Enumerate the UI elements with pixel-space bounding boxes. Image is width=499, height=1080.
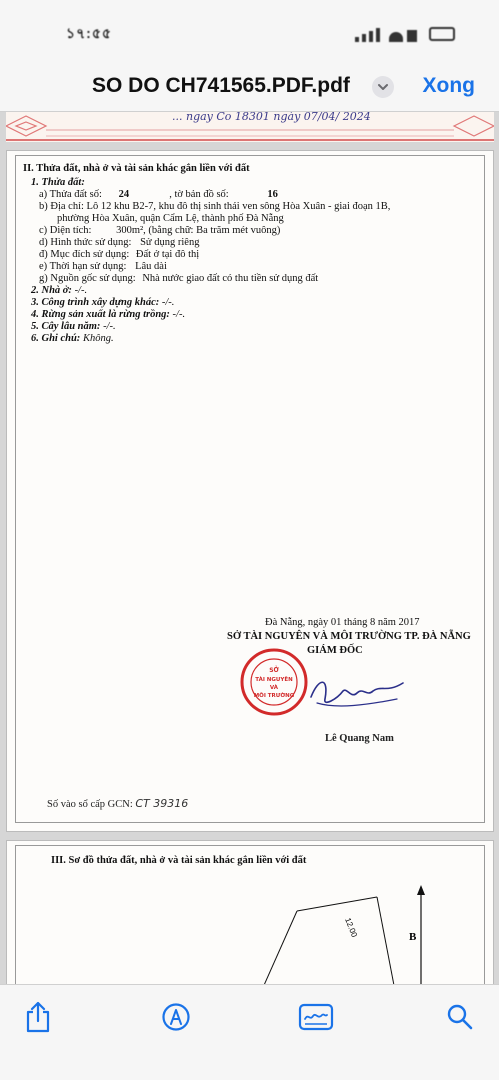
status-bar bbox=[0, 0, 499, 62]
place-date: Đà Nẵng, ngày 01 tháng 8 năm 2017 bbox=[265, 617, 420, 628]
title-menu-button[interactable] bbox=[372, 76, 394, 98]
signal-bar bbox=[362, 34, 366, 42]
signal-bar bbox=[376, 28, 380, 42]
signature-icon bbox=[298, 1003, 334, 1031]
house-row: 2. Nhà ở: -/-. bbox=[31, 285, 88, 296]
map-number: 16 bbox=[267, 189, 278, 200]
land-plot-label: 1. Thửa đất: bbox=[31, 177, 85, 188]
nav-bar bbox=[0, 62, 499, 112]
handwritten-signature bbox=[307, 669, 407, 719]
search-icon bbox=[446, 1003, 474, 1031]
svg-text:TÀI NGUYÊN: TÀI NGUYÊN bbox=[255, 677, 293, 683]
section-title-plot-diagram: III. Sơ đồ thửa đất, nhà ở và tài sản khác gắn liền với đất bbox=[51, 855, 307, 866]
origin: Nhà nước giao đất có thu tiền sử dụng đất bbox=[142, 273, 319, 284]
purpose: Đất ở tại đô thị bbox=[135, 249, 200, 260]
svg-text:MÔI TRƯỜNG: MÔI TRƯỜNG bbox=[253, 693, 295, 699]
signal-bar bbox=[369, 31, 373, 42]
usage-form: Sử dụng riêng bbox=[140, 237, 200, 248]
issuing-agency: SỞ TÀI NGUYÊN VÀ MÔI TRƯỜNG TP. ĐÀ NẴNG bbox=[227, 631, 471, 642]
usage-form-row: d) Hình thức sử dụng: Sử dụng riêng bbox=[39, 237, 200, 248]
markup-icon bbox=[161, 1002, 191, 1032]
perennial-trees-row: 5. Cây lâu năm: -/-. bbox=[31, 321, 116, 332]
area-row: c) Diện tích: 300m², (bằng chữ: Ba trăm mét vuông) bbox=[39, 225, 281, 236]
status-time: ১৭:৫৫ bbox=[66, 25, 113, 41]
director-title: GIÁM ĐỐC bbox=[307, 645, 363, 656]
certificate-content bbox=[23, 163, 483, 345]
signer-name: Lê Quang Nam bbox=[325, 733, 394, 744]
network-icon bbox=[407, 30, 417, 42]
battery-icon bbox=[429, 27, 455, 41]
share-icon bbox=[24, 1001, 52, 1033]
other-construction-row: 3. Công trình xây dựng khác: -/-. bbox=[31, 297, 175, 308]
plot-boundary bbox=[247, 891, 407, 984]
origin-row: g) Nguồn gốc sử dụng: Nhà nước giao đất có thu tiền sử dụng đất bbox=[39, 273, 319, 284]
gcn-value: CT 39316 bbox=[135, 797, 189, 810]
document-title[interactable]: SO DO CH741565.PDF.pdf bbox=[92, 74, 350, 97]
wifi-icon bbox=[389, 32, 403, 42]
svg-text:VÀ: VÀ bbox=[269, 685, 279, 691]
purpose-row: đ) Mục đích sử dụng: Đất ở tại đô thị bbox=[39, 249, 200, 260]
done-button[interactable]: Xong bbox=[422, 74, 475, 97]
forest-row: 4. Rừng sản xuất là rừng trồng: -/-. bbox=[31, 309, 186, 320]
previous-page-strip bbox=[6, 112, 494, 142]
pdf-page bbox=[6, 150, 494, 832]
area-value: 300m², (bằng chữ: Ba trăm mét vuông) bbox=[116, 225, 281, 236]
pdf-page-2 bbox=[6, 840, 494, 984]
plot-number-row: a) Thửa đất số: 24 , tờ bản đồ số: 16 bbox=[39, 189, 278, 200]
svg-text:SỞ: SỞ bbox=[269, 667, 279, 674]
search-button[interactable] bbox=[442, 999, 478, 1035]
address-line2: phường Hòa Xuân, quận Cẩm Lệ, thành phố Đà Nẵng bbox=[57, 213, 284, 224]
signature-button[interactable] bbox=[298, 999, 334, 1035]
address-line1: Lô 12 khu B2-7, khu đô thị sinh thái ven sông Hòa Xuân - giai đoạn 1B, bbox=[86, 201, 391, 212]
north-label: B bbox=[409, 931, 417, 943]
bottom-toolbar bbox=[0, 984, 499, 1080]
status-indicators bbox=[355, 26, 447, 42]
term-row: e) Thời hạn sử dụng: Lâu dài bbox=[39, 261, 167, 272]
markup-button[interactable] bbox=[158, 999, 194, 1035]
dimension-label: 12.00 bbox=[343, 916, 359, 939]
term: Lâu dài bbox=[135, 261, 167, 272]
plot-number: 24 bbox=[118, 189, 130, 200]
section-title: II. Thửa đất, nhà ở và tài sản khác gắn liền với đất bbox=[23, 163, 250, 174]
gcn-register-number: Số vào sổ cấp GCN: CT 39316 bbox=[47, 797, 189, 810]
signal-bar bbox=[355, 37, 359, 42]
share-button[interactable] bbox=[20, 999, 56, 1035]
chevron-down-icon bbox=[377, 81, 389, 93]
address-row: b) Địa chỉ: Lô 12 khu B2-7, khu đô thị sinh thái ven sông Hòa Xuân - giai đoạn 1B, bbox=[39, 201, 391, 212]
notes-row: 6. Ghi chú: Không. bbox=[31, 333, 114, 344]
official-seal-icon bbox=[239, 647, 309, 717]
pdf-viewer[interactable] bbox=[0, 112, 499, 984]
handwritten-note: ... ngay Co 18301 ngày 07/04/ 2024 bbox=[172, 112, 371, 123]
